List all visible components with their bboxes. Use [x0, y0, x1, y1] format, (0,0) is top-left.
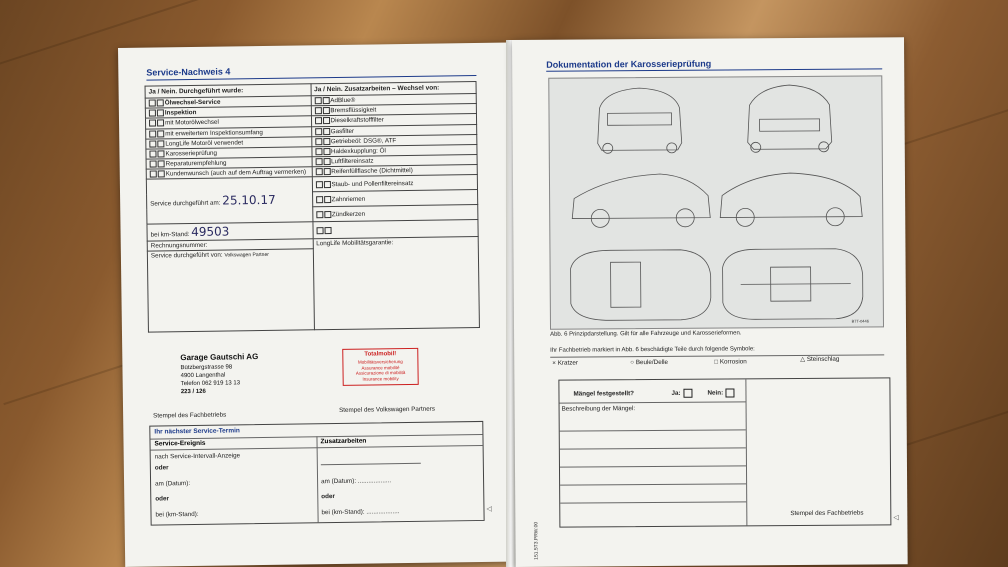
next-service-box — [149, 421, 484, 526]
page-arrow-icon: ◁ — [893, 514, 899, 522]
next-right-km[interactable]: bei (km-Stand): ................... — [321, 508, 400, 517]
next-service-title: Ihr nächster Service-Termin — [154, 427, 240, 436]
defects-box — [558, 377, 891, 527]
service-date-value: 25.10.17 — [222, 193, 276, 208]
service-date-cell[interactable] — [146, 177, 312, 224]
item-brake-fluid[interactable]: Bremsflüssigkeit — [311, 104, 477, 116]
next-col1: Service-Ereignis — [154, 439, 206, 448]
no-label: Nein: — [707, 389, 724, 397]
yes-checkbox[interactable] — [683, 389, 692, 398]
item-repair-recommendation[interactable]: Reparaturempfehlung — [146, 157, 312, 169]
car-side-left — [572, 174, 710, 219]
description-label: Beschreibung der Mängel: — [561, 405, 636, 413]
stamp-right-label: Stempel des Volkswagen Partners — [339, 405, 436, 414]
done-by-label: Service durchgeführt von: — [150, 251, 223, 260]
item-pollen-filter[interactable]: Staub- und Pollenfiltereinsatz — [312, 175, 478, 192]
item-gas-filter[interactable]: Gasfilter — [311, 124, 477, 136]
done-by-cell — [147, 249, 314, 332]
item-motor-oil-change[interactable]: mit Motorölwechsel — [145, 116, 311, 128]
item-body-check[interactable]: Karosserieprüfung — [146, 147, 312, 159]
item-oil-service[interactable]: Ölwechsel-Service — [145, 96, 311, 108]
yes-label: Ja: — [671, 389, 681, 397]
km-value: 49503 — [191, 224, 230, 240]
item-timing-belt[interactable]: Zahnriemen — [312, 190, 478, 207]
service-date-label: Service durchgeführt am: — [150, 199, 221, 208]
next-row-date[interactable]: am (Datum): — [155, 480, 191, 488]
left-page — [118, 43, 515, 567]
next-right-or: oder — [321, 493, 335, 501]
stamp-label: Stempel des Fachbetriebs — [790, 509, 864, 518]
side-code: 151.5T3.PRW.00 — [533, 521, 540, 560]
car-outlines — [549, 76, 883, 328]
next-row-km[interactable]: bei (km-Stand): — [155, 510, 199, 519]
car-front-view — [747, 85, 831, 150]
car-side-right — [720, 173, 862, 218]
invoice-label: Rechnungsnummer: — [150, 242, 208, 250]
next-row-or1: oder — [154, 464, 169, 472]
item-haldex[interactable]: Haldexkupplung: Öl — [311, 144, 477, 156]
item-diesel-filter[interactable]: Dieselkraftstofffilter — [311, 114, 477, 126]
item-gear-oil[interactable]: Getriebeöl: DSG®, ATF — [311, 134, 477, 146]
no-checkbox[interactable] — [725, 388, 734, 397]
next-right-date[interactable]: am (Datum): ................... — [321, 477, 392, 486]
symbol-stonechip: △ Steinschlag — [800, 355, 840, 363]
item-extended-inspection[interactable]: mit erweitertem Inspektionsumfang — [146, 126, 312, 138]
partner-label: Volkswagen Partner — [224, 252, 269, 259]
item-tire-sealant[interactable]: Reifenfüllflasche (Dichtmittel) — [312, 165, 478, 177]
page-title: Service-Nachweis 4 — [146, 66, 231, 78]
page-title: Dokumentation der Karosserieprüfung — [546, 58, 712, 70]
item-longlife-oil[interactable]: LongLife Motoröl verwendet — [146, 136, 312, 148]
garage-stamp: Garage Gautschi AG Bützbergstrasse 98 4900 Langenthal Telefon 062 919 13 13 223 / 126 — [180, 352, 259, 396]
car-diagram[interactable] — [548, 75, 884, 329]
car-rear-view — [597, 88, 681, 151]
symbol-dent: ○ Beule/Delle — [630, 358, 669, 367]
figure-code: B7T-0446 — [851, 318, 869, 324]
item-air-filter[interactable]: Luftfiltereinsatz — [312, 155, 478, 167]
km-label: bei km-Stand: — [150, 231, 190, 239]
next-col2: Zusatzarbeiten — [320, 437, 367, 446]
defects-label: Mängel festgestellt? — [573, 390, 635, 398]
item-customer-request[interactable]: Kundenwunsch (auch auf dem Auftrag vermerken) — [146, 167, 312, 179]
stamp-left-label: Stempel des Fachbetriebs — [153, 411, 227, 420]
next-row-interval[interactable]: nach Service-Intervall-Anzeige — [154, 452, 241, 461]
next-row-or2: oder — [155, 495, 170, 503]
col1-header: Ja / Nein. Durchgeführt wurde: — [145, 84, 311, 98]
symbol-corrosion: □ Korrosion — [714, 358, 747, 366]
longlife-cell — [313, 237, 480, 330]
symbol-scratch: × Kratzer — [552, 359, 579, 367]
totalmobil-stamp: Totalmobil! Mobilitätsversicherung Assurance mobilité Assicurazione di mobilità Insurance mobility — [342, 348, 419, 386]
longlife-label: LongLife Mobilitätsgarantie: — [316, 239, 394, 248]
right-page — [512, 37, 908, 567]
item-adblue[interactable]: AdBlue® — [311, 94, 477, 106]
col2-header: Ja / Nein. Zusatzarbeiten – Wechsel von: — [311, 82, 477, 96]
item-inspection[interactable]: Inspektion — [145, 106, 311, 118]
page-arrow-icon: ◁ — [486, 505, 492, 513]
item-spark-plugs[interactable]: Zündkerzen — [312, 205, 478, 222]
service-table — [145, 81, 480, 333]
marker-text: Ihr Fachbetrieb markiert in Abb. 6 beschädigte Teile durch folgende Symbole: — [550, 346, 755, 354]
figure-caption: Abb. 6 Prinzipdarstellung. Gilt für alle Fahrzeuge und Karosserieformen. — [550, 330, 742, 338]
